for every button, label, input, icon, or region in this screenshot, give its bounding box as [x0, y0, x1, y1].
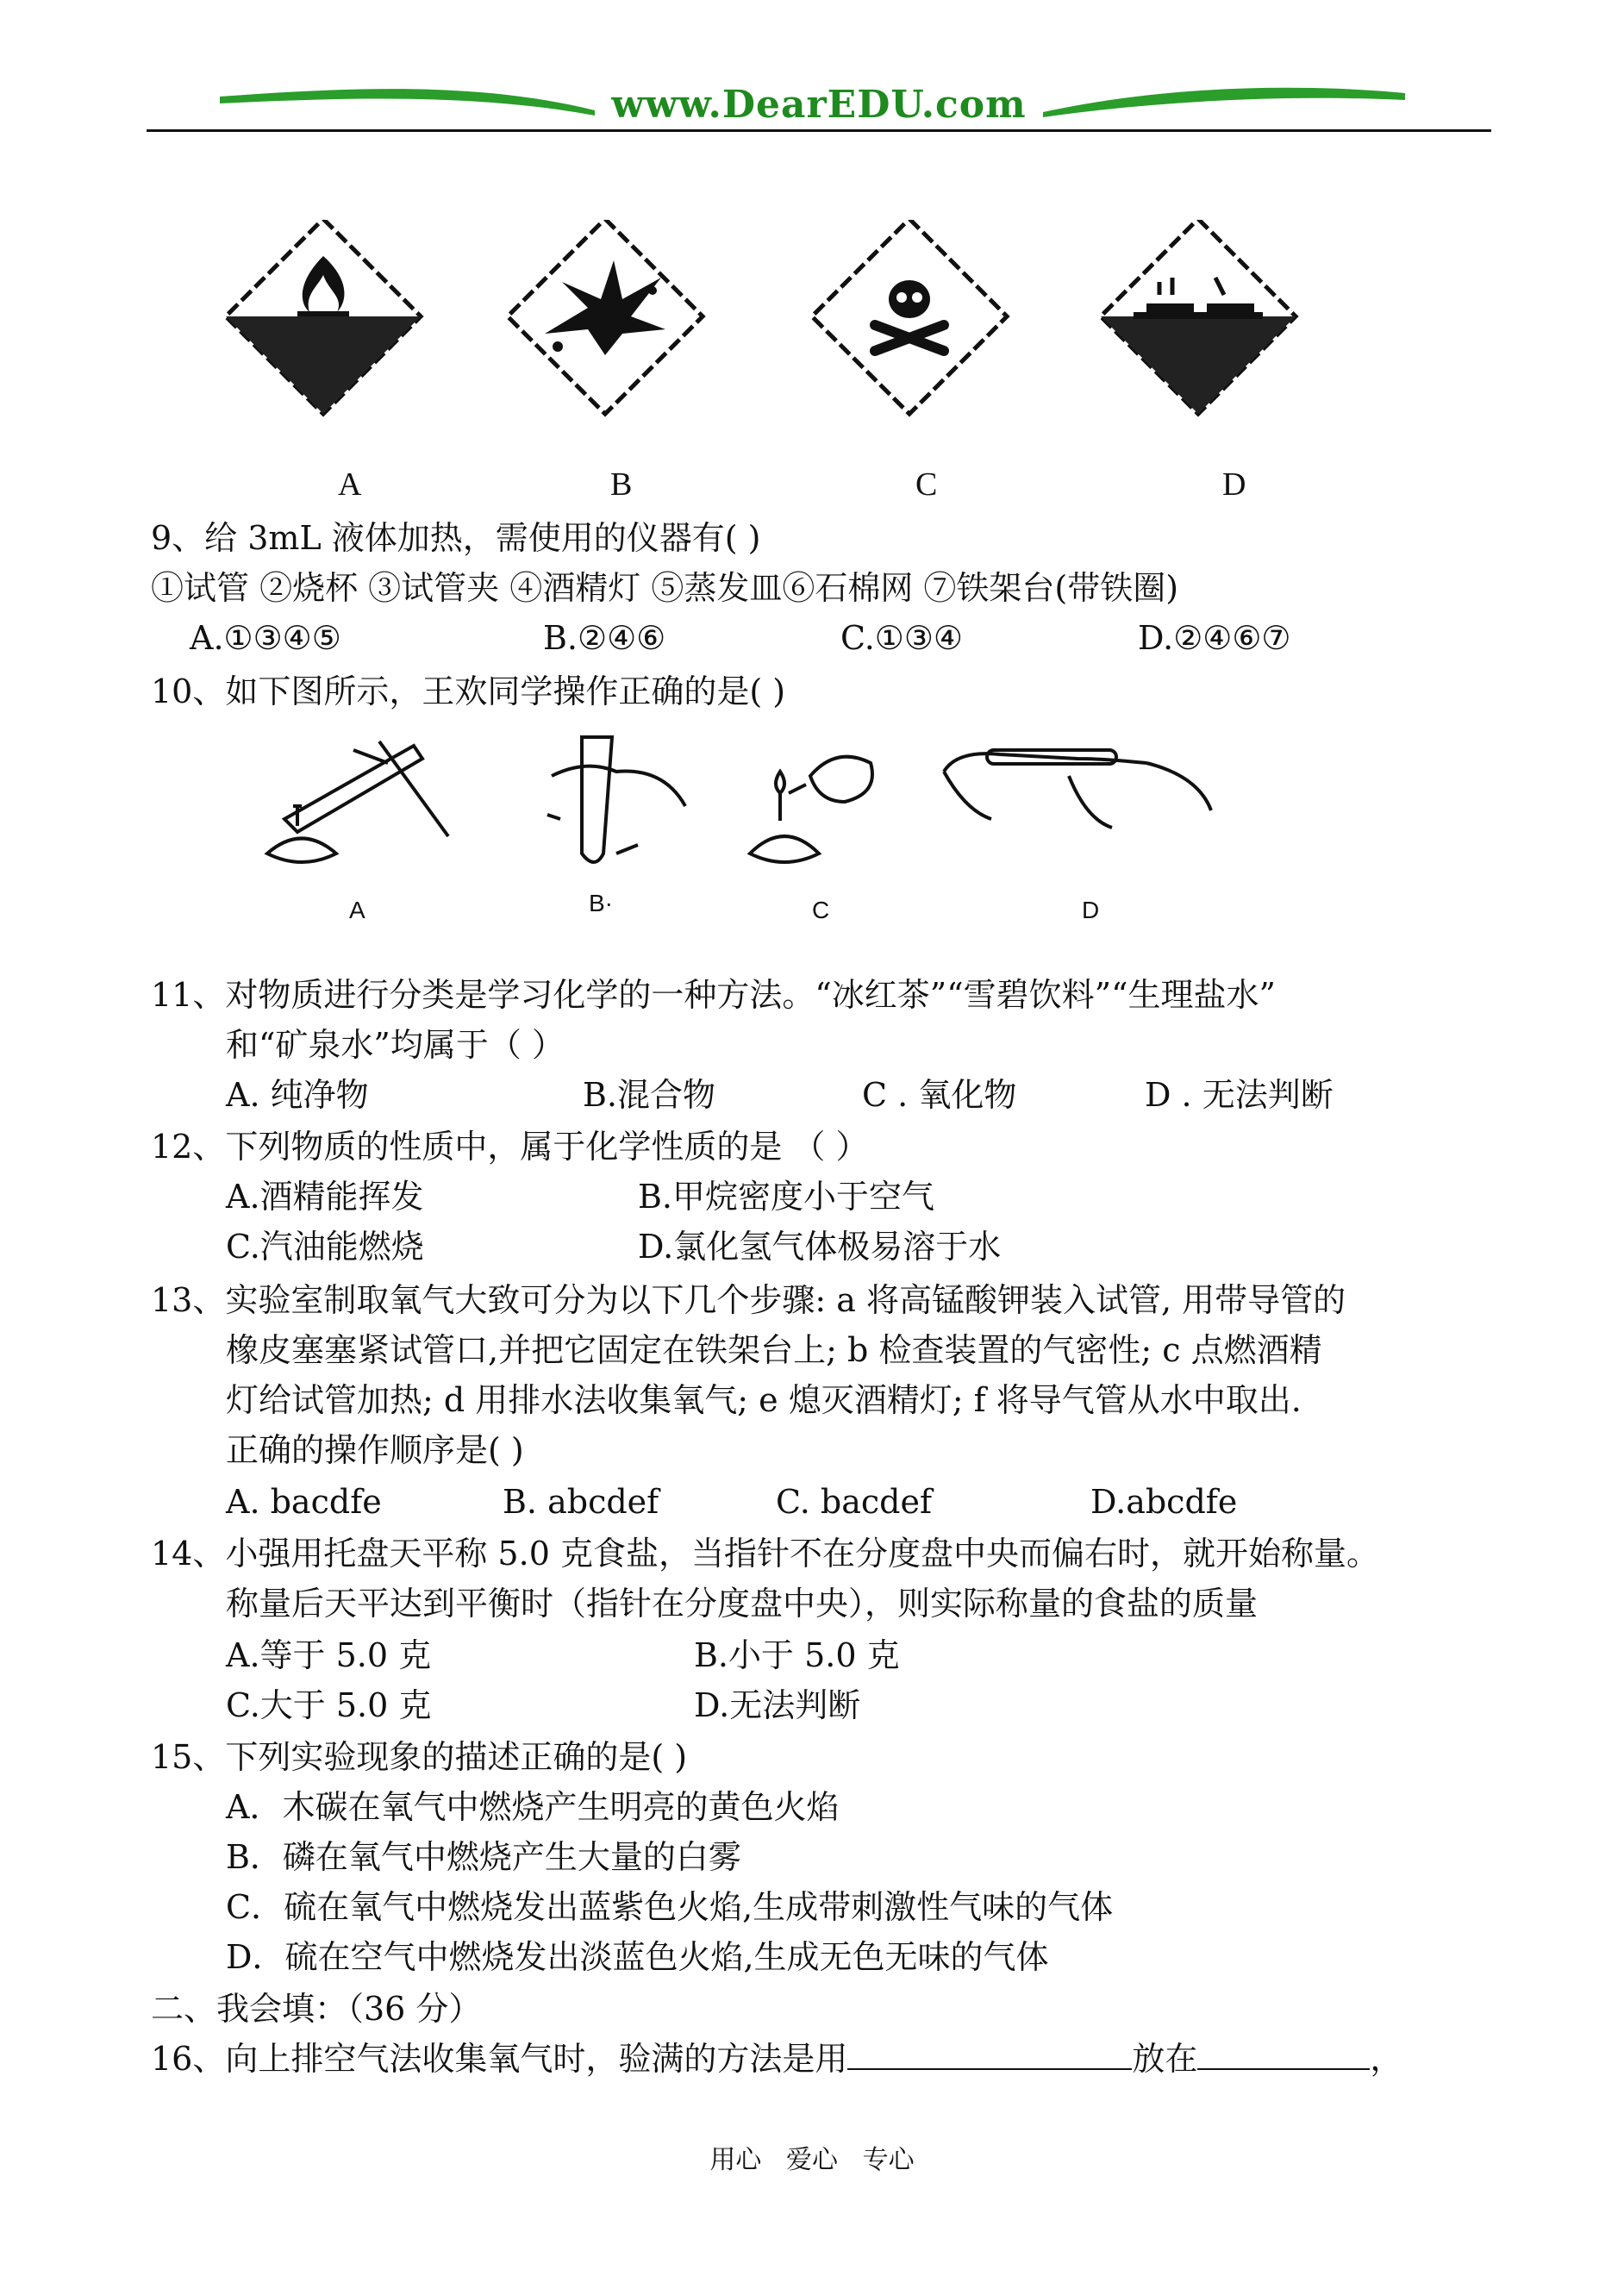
q12-option-d: D.氯化氢气体极易溶于水 — [638, 1228, 1002, 1266]
corrosive-hazard-icon — [1101, 220, 1296, 414]
hazard-label-b: B — [610, 466, 633, 503]
q14-option-b: B.小于 5.0 克 — [694, 1636, 900, 1674]
figure-label-c: C — [812, 897, 830, 923]
q14-option-d: D.无法判断 — [694, 1686, 861, 1724]
q16-part1: 16、向上排空气法收集氧气时，验满的方法是用 — [151, 2040, 848, 2078]
hand-shaking-test-tube-icon — [547, 737, 685, 862]
alcohol-lamp-heating-icon — [267, 741, 448, 862]
q13-option-c: C. bacdef — [776, 1483, 933, 1521]
q14-line2: 称量后天平达到平衡时（指针在分度盘中央），则实际称量的食盐的质量 — [226, 1585, 1259, 1623]
q12-option-b: B.甲烷密度小于空气 — [638, 1178, 935, 1216]
hazard-label-c: C — [915, 466, 938, 503]
hazard-label-d: D — [1222, 466, 1246, 503]
q11-option-b: B.混合物 — [583, 1076, 716, 1114]
q14-option-c: C.大于 5.0 克 — [226, 1686, 432, 1724]
q11-option-c: C . 氧化物 — [862, 1076, 1017, 1114]
q13-option-d: D.abcdfe — [1090, 1483, 1238, 1521]
figure-label-b: B· — [589, 890, 613, 916]
q16-line — [151, 2038, 1402, 2079]
q11-stem-line1: 11、对物质进行分类是学习化学的一种方法。“冰红茶”“雪碧饮料”“生理盐水” — [151, 976, 1276, 1014]
q10-stem: 10、如下图所示，王欢同学操作正确的是( ) — [151, 672, 786, 710]
hazard-label-a: A — [338, 466, 362, 503]
q11-option-a: A. 纯净物 — [226, 1076, 369, 1114]
q15-option-d: D．硫在空气中燃烧发出淡蓝色火焰,生成无色无味的气体 — [226, 1938, 1049, 1976]
section-heading: 二、我会填：（36 分） — [151, 1990, 482, 2028]
q13-option-b: B. abcdef — [503, 1483, 659, 1521]
q13-line2: 橡皮塞塞紧试管口,并把它固定在铁架台上; b 检查装置的气密性; c 点燃酒精 — [226, 1331, 1322, 1369]
q15-option-c: C．硫在氧气中燃烧发出蓝紫色火焰,生成带刺激性气味的气体 — [226, 1888, 1114, 1926]
q9-stem: 9、给 3mL 液体加热，需使用的仪器有( ) — [151, 519, 761, 557]
q13-line1: 13、实验室制取氧气大致可分为以下几个步骤: a 将高锰酸钾装入试管, 用带导管的 — [151, 1281, 1346, 1319]
q14-line1: 14、小强用托盘天平称 5.0 克食盐，当指针不在分度盘中央而偏右时，就开始称量。 — [151, 1535, 1379, 1573]
q12-stem: 12、下列物质的性质中，属于化学性质的是 （ ） — [151, 1128, 869, 1166]
q15-option-b: B．磷在氧气中燃烧产生大量的白雾 — [226, 1838, 741, 1876]
q16-part3: ， — [1370, 2040, 1403, 2078]
q11-stem-line2: 和“矿泉水”均属于（ ） — [226, 1026, 565, 1064]
page-footer: 用心 爱心 专心 — [709, 2145, 915, 2175]
q16-blank-2[interactable] — [1197, 2039, 1370, 2070]
q12-option-c: C.汽油能燃烧 — [226, 1228, 424, 1266]
q16-blank-1[interactable] — [847, 2039, 1132, 2070]
q11-option-d: D . 无法判断 — [1145, 1076, 1334, 1114]
hands-holding-tube-icon — [944, 750, 1211, 828]
lighting-lamp-from-lamp-icon — [750, 757, 872, 862]
q15-stem: 15、下列实验现象的描述正确的是( ) — [151, 1738, 688, 1776]
q13-line3: 灯给试管加热; d 用排水法收集氧气; e 熄灭酒精灯; f 将导气管从水中取出. — [226, 1381, 1302, 1419]
q9-option-d: D.②④⑥⑦ — [1138, 619, 1291, 657]
lab-operations-figure — [250, 724, 1241, 879]
figure-label-a: A — [349, 897, 365, 923]
q13-option-a: A. bacdfe — [226, 1483, 382, 1521]
figure-label-d: D — [1082, 897, 1100, 923]
q9-option-c: C.①③④ — [840, 619, 963, 657]
q16-part2: 放在 — [1132, 2040, 1198, 2078]
q13-line4: 正确的操作顺序是( ) — [226, 1431, 524, 1469]
header-rule — [147, 129, 1491, 132]
hazard-symbols — [207, 220, 1345, 418]
q12-option-a: A.酒精能挥发 — [226, 1178, 424, 1216]
site-logo-text: www.DearEDU.com — [611, 83, 1027, 127]
q14-option-a: A.等于 5.0 克 — [226, 1636, 432, 1674]
q9-items: ①试管 ②烧杯 ③试管夹 ④酒精灯 ⑤蒸发皿⑥石棉网 ⑦铁架台(带铁圈) — [151, 569, 1179, 607]
header — [0, 0, 1624, 138]
q9-option-a: A.①③④⑤ — [190, 619, 341, 657]
flammable-hazard-icon — [226, 220, 421, 414]
q9-option-b: B.②④⑥ — [543, 619, 666, 657]
explosive-hazard-icon — [508, 220, 703, 414]
q15-option-a: A．木碳在氧气中燃烧产生明亮的黄色火焰 — [226, 1788, 840, 1826]
toxic-hazard-icon — [812, 220, 1007, 414]
